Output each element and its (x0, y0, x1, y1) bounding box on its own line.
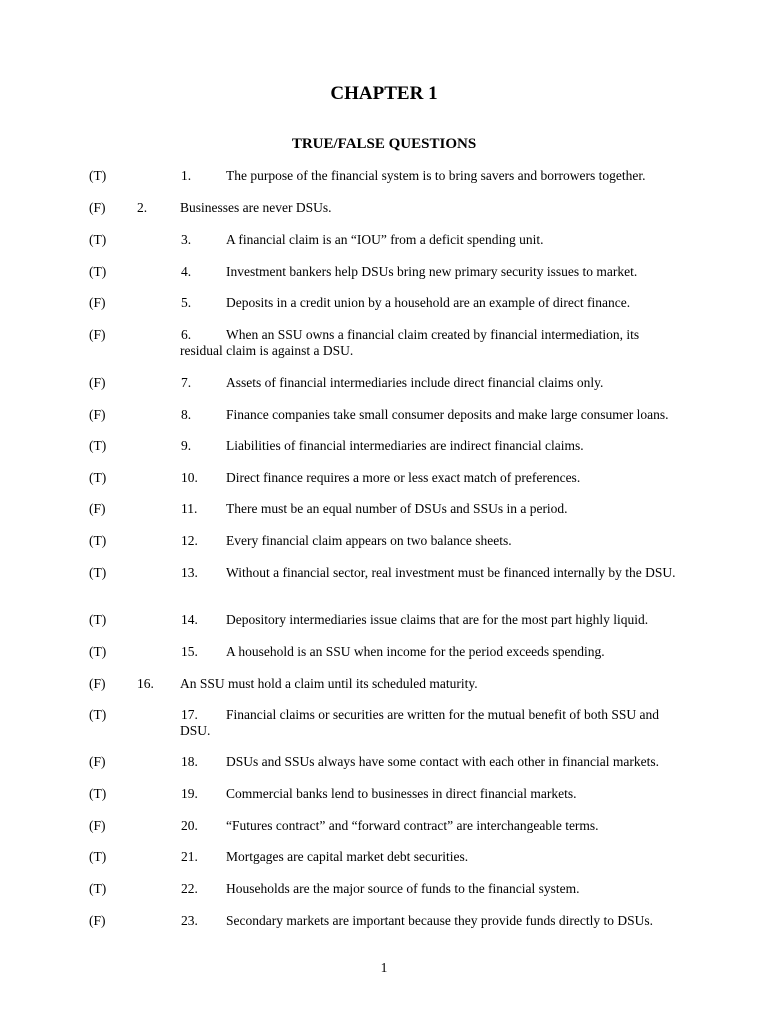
question-number: 3. (181, 232, 192, 247)
question-text: Businesses are never DSUs. (180, 200, 332, 215)
answer-label: (F) (89, 327, 106, 342)
answer-label: (T) (89, 849, 107, 864)
question-text: Investment bankers help DSUs bring new primary security issues to market. (226, 264, 638, 279)
question-number: 9. (181, 438, 192, 453)
answer-label: (T) (89, 644, 107, 659)
question-number: 18. (181, 754, 198, 769)
question-text: Direct finance requires a more or less exact match of preferences. (226, 470, 581, 485)
answer-label: (T) (89, 470, 107, 485)
question-text: DSUs and SSUs always have some contact with each other in financial markets. (226, 754, 660, 769)
question-number: 17. (181, 707, 198, 722)
question-text: Finance companies take small consumer deposits and make large consumer loans. (226, 407, 669, 422)
question-text: An SSU must hold a claim until its scheduled maturity. (180, 676, 478, 691)
question-text: There must be an equal number of DSUs and SSUs in a period. (226, 501, 568, 516)
question-number: 4. (181, 264, 192, 279)
answer-label: (F) (89, 501, 106, 516)
question-number: 21. (181, 849, 198, 864)
answer-label: (F) (89, 754, 106, 769)
question-text: Depository intermediaries issue claims that are for the most part highly liquid. (226, 612, 649, 627)
answer-label: (T) (89, 881, 107, 896)
question-number: 20. (181, 818, 198, 833)
answer-label: (F) (89, 375, 106, 390)
question-number: 5. (181, 295, 192, 310)
question-text: A financial claim is an “IOU” from a deficit spending unit. (226, 232, 544, 247)
question-text: Without a financial sector, real investment must be financed internally by the DSU. (226, 565, 676, 580)
answer-label: (F) (89, 295, 106, 310)
answer-label: (T) (89, 168, 107, 183)
question-text: Deposits in a credit union by a household are an example of direct finance. (226, 295, 631, 310)
section-title: TRUE/FALSE QUESTIONS (291, 136, 477, 152)
question-text: Secondary markets are important because they provide funds directly to DSUs. (226, 913, 654, 928)
answer-label: (F) (89, 200, 106, 215)
question-text: Mortgages are capital market debt securities. (226, 849, 469, 864)
answer-label: (T) (89, 438, 107, 453)
question-text: When an SSU owns a financial claim created by financial intermediation, its residual claim is against a DSU. (180, 327, 640, 358)
question-number: 13. (181, 565, 198, 580)
question-number: 14. (181, 612, 198, 627)
answer-label: (T) (89, 612, 107, 627)
question-number: 22. (181, 881, 198, 896)
chapter-title: CHAPTER 1 (330, 83, 438, 104)
question-number: 10. (181, 470, 198, 485)
question-number: 2. (137, 200, 148, 215)
question-number: 12. (181, 533, 198, 548)
answer-label: (F) (89, 913, 106, 928)
question-number: 1. (181, 168, 192, 183)
answer-label: (F) (89, 407, 106, 422)
question-number: 19. (181, 786, 198, 801)
answer-label: (T) (89, 533, 107, 548)
question-number: 23. (181, 913, 198, 928)
question-text: A household is an SSU when income for the period exceeds spending. (226, 644, 605, 659)
question-number: 8. (181, 407, 192, 422)
answer-label: (T) (89, 232, 107, 247)
answer-label: (T) (89, 707, 107, 722)
question-text: Financial claims or securities are written for the mutual benefit of both SSU and DSU. (180, 707, 660, 738)
answer-label: (T) (89, 786, 107, 801)
answer-label: (T) (89, 264, 107, 279)
answer-label: (T) (89, 565, 107, 580)
question-text: Every financial claim appears on two balance sheets. (226, 533, 512, 548)
page-number: 1 (380, 960, 388, 975)
answer-label: (F) (89, 676, 106, 691)
question-number: 16. (137, 676, 154, 691)
question-number: 15. (181, 644, 198, 659)
question-text: “Futures contract” and “forward contract” are interchangeable terms. (226, 818, 599, 833)
question-text: The purpose of the financial system is to bring savers and borrowers together. (226, 168, 646, 183)
question-number: 6. (181, 327, 192, 342)
question-text: Households are the major source of funds to the financial system. (226, 881, 580, 896)
question-text: Assets of financial intermediaries include direct financial claims only. (226, 375, 604, 390)
question-text: Liabilities of financial intermediaries are indirect financial claims. (226, 438, 584, 453)
question-number: 11. (181, 501, 198, 516)
question-number: 7. (181, 375, 192, 390)
answer-label: (F) (89, 818, 106, 833)
question-text: Commercial banks lend to businesses in direct financial markets. (226, 786, 577, 801)
